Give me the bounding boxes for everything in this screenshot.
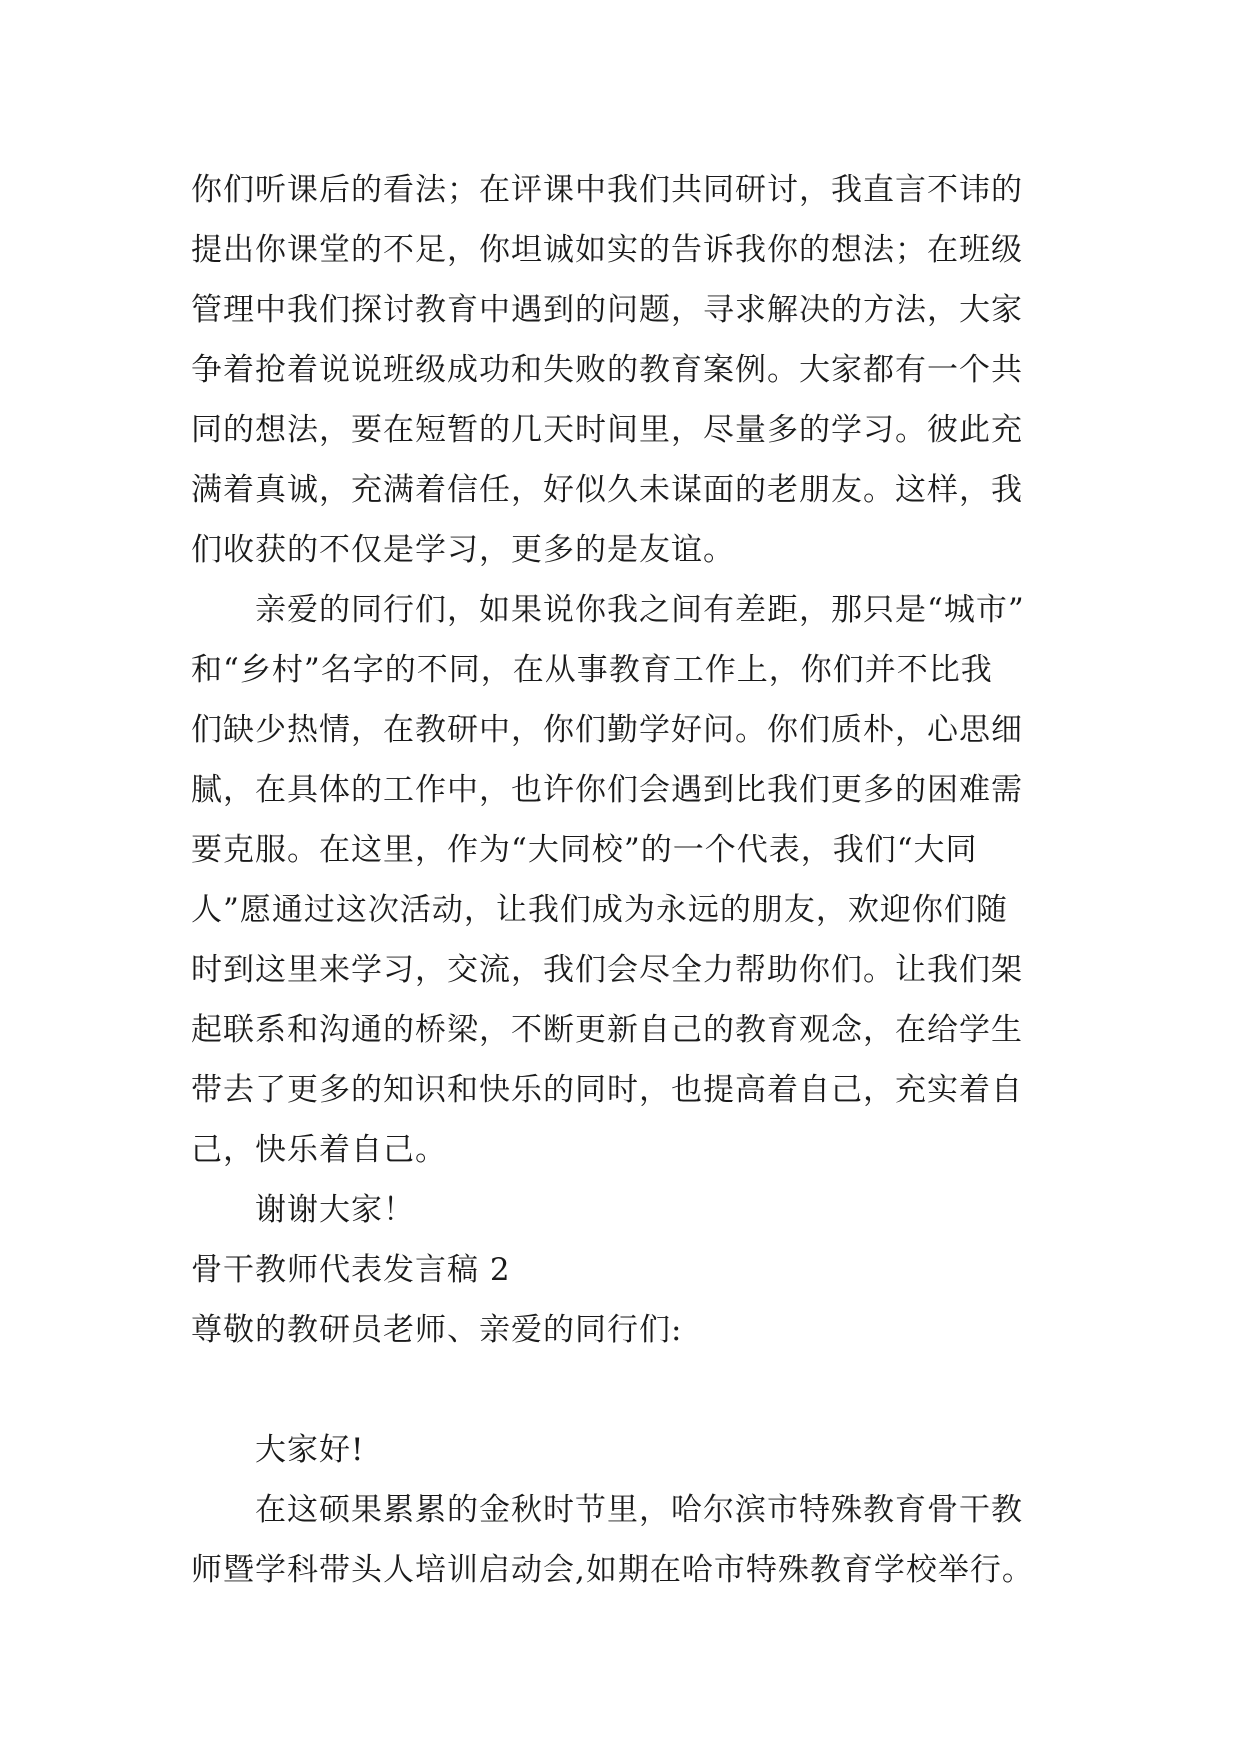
greeting: 大家好!: [255, 1432, 365, 1468]
paragraph-line: 亲爱的同行们，如果说你我之间有差距，那只是“城市”: [255, 592, 1025, 628]
paragraph-line: 要克服。在这里，作为“大同校”的一个代表，我们“大同: [191, 832, 978, 868]
paragraph-line: 你们听课后的看法；在评课中我们共同研讨，我直言不讳的: [191, 172, 1023, 208]
thanks-line: 谢谢大家！: [255, 1192, 415, 1228]
paragraph-line: 和“乡村”名字的不同，在从事教育工作上，你们并不比我: [191, 652, 993, 688]
paragraph-line: 己，快乐着自己。: [191, 1132, 447, 1168]
paragraph-line: 腻，在具体的工作中，也许你们会遇到比我们更多的困难需: [191, 772, 1023, 808]
paragraph-3: [191, 1480, 1051, 1600]
salutation: 尊敬的教研员老师、亲爱的同行们:: [191, 1312, 683, 1348]
paragraph-line: 人”愿通过这次活动，让我们成为永远的朋友，欢迎你们随: [191, 892, 1008, 928]
section-title: 骨干教师代表发言稿 2: [191, 1252, 511, 1288]
paragraph-line: 们缺少热情，在教研中，你们勤学好问。你们质朴，心思细: [191, 712, 1023, 748]
paragraph-line: 争着抢着说说班级成功和失败的教育案例。大家都有一个共: [191, 352, 1023, 388]
paragraph-line: 提出你课堂的不足，你坦诚如实的告诉我你的想法；在班级: [191, 232, 1023, 268]
blank-line: [191, 1360, 1051, 1420]
paragraph-line: 满着真诚，充满着信任，好似久未谋面的老朋友。这样，我: [191, 472, 1023, 508]
paragraph-1: [191, 160, 1051, 580]
paragraph-line: 师暨学科带头人培训启动会,如期在哈市特殊教育学校举行。: [191, 1552, 1034, 1588]
document-body: [191, 160, 1051, 1600]
paragraph-line: 时到这里来学习，交流，我们会尽全力帮助你们。让我们架: [191, 952, 1023, 988]
paragraph-line: 同的想法，要在短暂的几天时间里，尽量多的学习。彼此充: [191, 412, 1023, 448]
paragraph-2: [191, 580, 1051, 1180]
paragraph-line: 起联系和沟通的桥梁，不断更新自己的教育观念，在给学生: [191, 1012, 1023, 1048]
paragraph-line: 在这硕果累累的金秋时节里，哈尔滨市特殊教育骨干教: [255, 1492, 1023, 1528]
paragraph-line: 管理中我们探讨教育中遇到的问题，寻求解决的方法，大家: [191, 292, 1023, 328]
paragraph-line: 带去了更多的知识和快乐的同时，也提高着自己，充实着自: [191, 1072, 1023, 1108]
paragraph-line: 们收获的不仅是学习，更多的是友谊。: [191, 532, 735, 568]
